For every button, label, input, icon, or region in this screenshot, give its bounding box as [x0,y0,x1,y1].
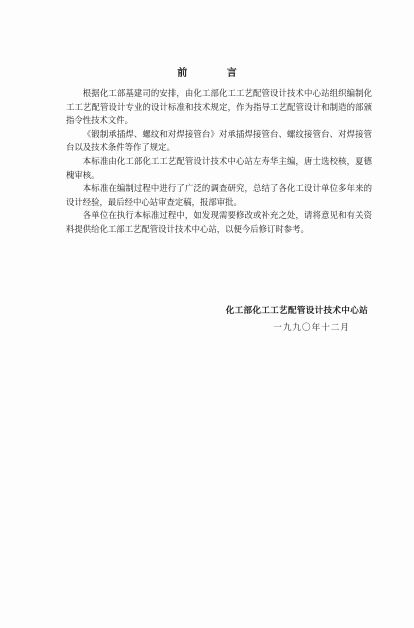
signature-block [226,303,368,337]
page-title: 前 言 [177,68,255,79]
paragraph-research: 本标准在编制过程中进行了广泛的调查研究，总结了各化工设计单位多年来的设计经验，最后经中心站审查定稿，报部审批。 [66,183,372,207]
preface-body [66,87,372,237]
paragraph-feedback: 各单位在执行本标准过程中，如发现需要修改或补充之处，请将意见和有关资料提供给化工部工艺配管设计技术中心站，以便今后修订时参考。 [66,210,372,234]
signature-organization: 化工部化工工艺配管设计技术中心站 [225,306,368,316]
paragraph-arrangement: 根据化工部基建司的安排，由化工部化工工艺配管设计技术中心站组织编制化工工艺配管设计专业的设计标准和技术规定，作为指导工艺配管设计和制造的部颁指令性技术文件。 [66,88,372,126]
paragraph-editors: 本标准由化工部化工工艺配管设计技术中心站左寿华主编，唐士选校核，夏德槐审核。 [66,155,372,180]
signature-date: 一九九〇年十二月 [273,323,350,333]
paragraph-scope: 《锻制承插焊、螺纹和对焊接管台》对承插焊接管台、螺纹接管台、对焊接管台以及技术条件等作了规定。 [66,128,372,153]
